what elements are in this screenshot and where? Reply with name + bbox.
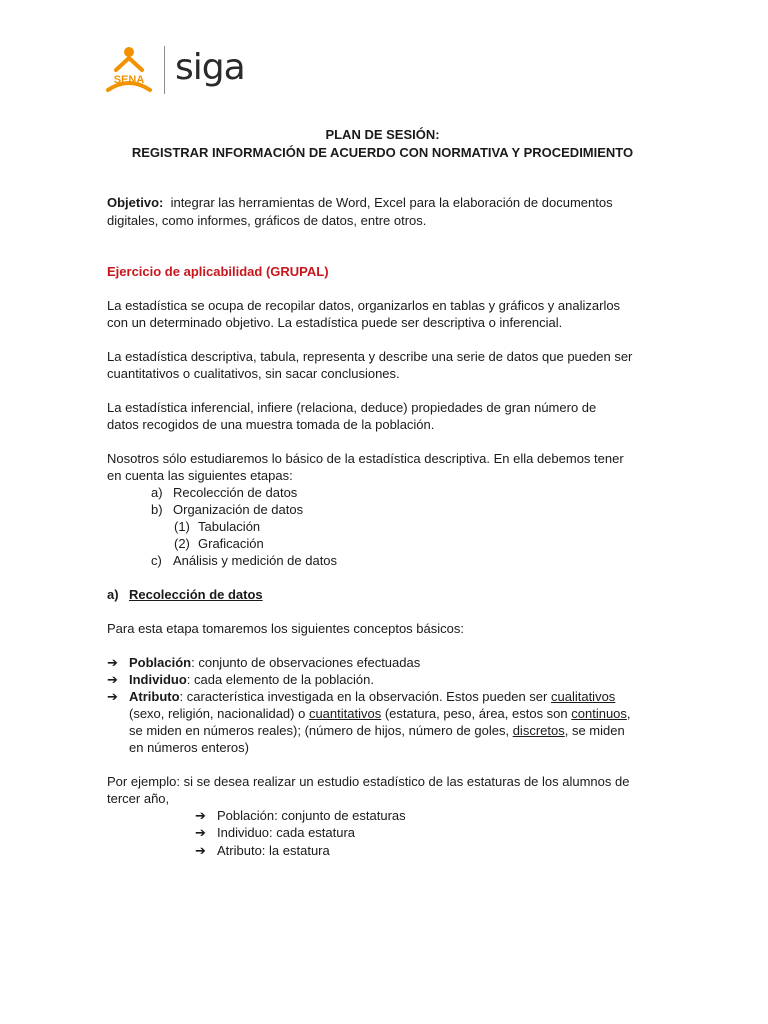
paragraph-4-line-1: Nosotros sólo estudiaremos lo básico de la estadística descriptiva. En ella debemos tener [107,451,624,466]
objective-text: integrar las herramientas de Word, Excel para la elaboración de documentos [170,195,613,210]
plan-subtitle: REGISTRAR INFORMACIÓN DE ACUERDO CON NORMATIVA Y PROCEDIMIENTO [131,145,634,160]
list-item [174,518,260,535]
concept-atributo-line-4: en números enteros) [129,740,249,755]
list-text: Organización de datos [173,502,304,517]
exercise-heading: Ejercicio de aplicabilidad (GRUPAL) [107,264,329,279]
paragraph-3-line-2: datos recogidos de una muestra tomada de la población. [107,417,435,432]
sena-logo [106,46,152,98]
list-item [151,552,337,569]
paragraph-4-line-2: en cuenta las siguientes etapas: [107,468,293,483]
concepts-intro: Para esta etapa tomaremos los siguientes conceptos básicos: [107,621,464,636]
svg-text:SENA: SENA [113,74,145,86]
concept-poblacion [107,654,420,671]
concept-atributo-line-3 [129,722,625,739]
underlined-term: continuos [571,706,627,721]
paragraph-1-line-2: con un determinado objetivo. La estadística puede ser descriptiva o inferencial. [107,315,563,330]
list-marker: (2) [174,536,190,551]
example-line-1: Por ejemplo: si se desea realizar un estudio estadístico de las estaturas de los alumnos de [107,774,630,789]
siga-logo: siga [175,47,245,88]
list-text: Tabulación [198,519,261,534]
definition: : conjunto de observaciones efectuadas [191,655,421,670]
definition: , se miden [564,723,625,738]
objective-label: Objetivo: [107,195,164,210]
section-title: Recolección de datos [129,587,263,602]
arrow-right-icon: ➔ [195,825,206,840]
paragraph-2-line-1: La estadística descriptiva, tabula, representa y describe una serie de datos que pueden ser [107,349,633,364]
list-marker: c) [151,553,162,568]
list-text: Recolección de datos [173,485,298,500]
arrow-right-icon: ➔ [107,655,118,670]
term: Individuo [129,672,187,687]
definition: (estatura, peso, área, estos son [381,706,572,721]
definition: (sexo, religión, nacionalidad) o [129,706,309,721]
term: Atributo [129,689,180,704]
list-marker: (1) [174,519,190,534]
arrow-right-icon: ➔ [107,672,118,687]
example-line-2: tercer año, [107,791,170,806]
paragraph-2-line-2: cuantitativos o cualitativos, sin sacar conclusiones. [107,366,400,381]
example-item [195,807,406,824]
section-marker: a) [107,587,119,602]
list-text: Graficación [198,536,264,551]
definition: , [626,706,631,721]
concept-individuo [107,671,374,688]
example-text: Atributo: la estatura [217,843,330,858]
concept-atributo [107,688,658,705]
objective-line-1 [107,194,658,211]
paragraph-3-line-1: La estadística inferencial, infiere (relaciona, deduce) propiedades de gran número de [107,400,597,415]
definition: : cada elemento de la población. [186,672,374,687]
example-item [195,842,330,859]
header-logos [106,46,245,98]
underlined-term: discretos [512,723,565,738]
list-item [151,501,303,518]
definition: : característica investigada en la observación. Estos pueden ser [179,689,551,704]
list-item [174,535,264,552]
arrow-right-icon: ➔ [195,843,206,858]
list-text: Análisis y medición de datos [173,553,338,568]
logo-divider [164,46,165,94]
arrow-right-icon: ➔ [107,689,118,704]
definition: se miden en números reales); (número de hijos, número de goles, [129,723,513,738]
arrow-right-icon: ➔ [195,808,206,823]
list-marker: a) [151,485,163,500]
underlined-term: cualitativos [550,689,616,704]
plan-title: PLAN DE SESIÓN: [325,127,440,142]
concept-atributo-line-2 [129,705,631,722]
example-text: Individuo: cada estatura [217,825,356,840]
section-a-heading [107,586,263,603]
example-item [195,824,355,841]
list-item [151,484,297,501]
paragraph-1-line-1: La estadística se ocupa de recopilar datos, organizarlos en tablas y gráficos y analizarlos [107,298,621,313]
example-text: Población: conjunto de estaturas [217,808,406,823]
objective-line-2: digitales, como informes, gráficos de datos, entre otros. [107,213,427,228]
underlined-term: cuantitativos [308,706,382,721]
list-marker: b) [151,502,163,517]
term: Población [129,655,192,670]
